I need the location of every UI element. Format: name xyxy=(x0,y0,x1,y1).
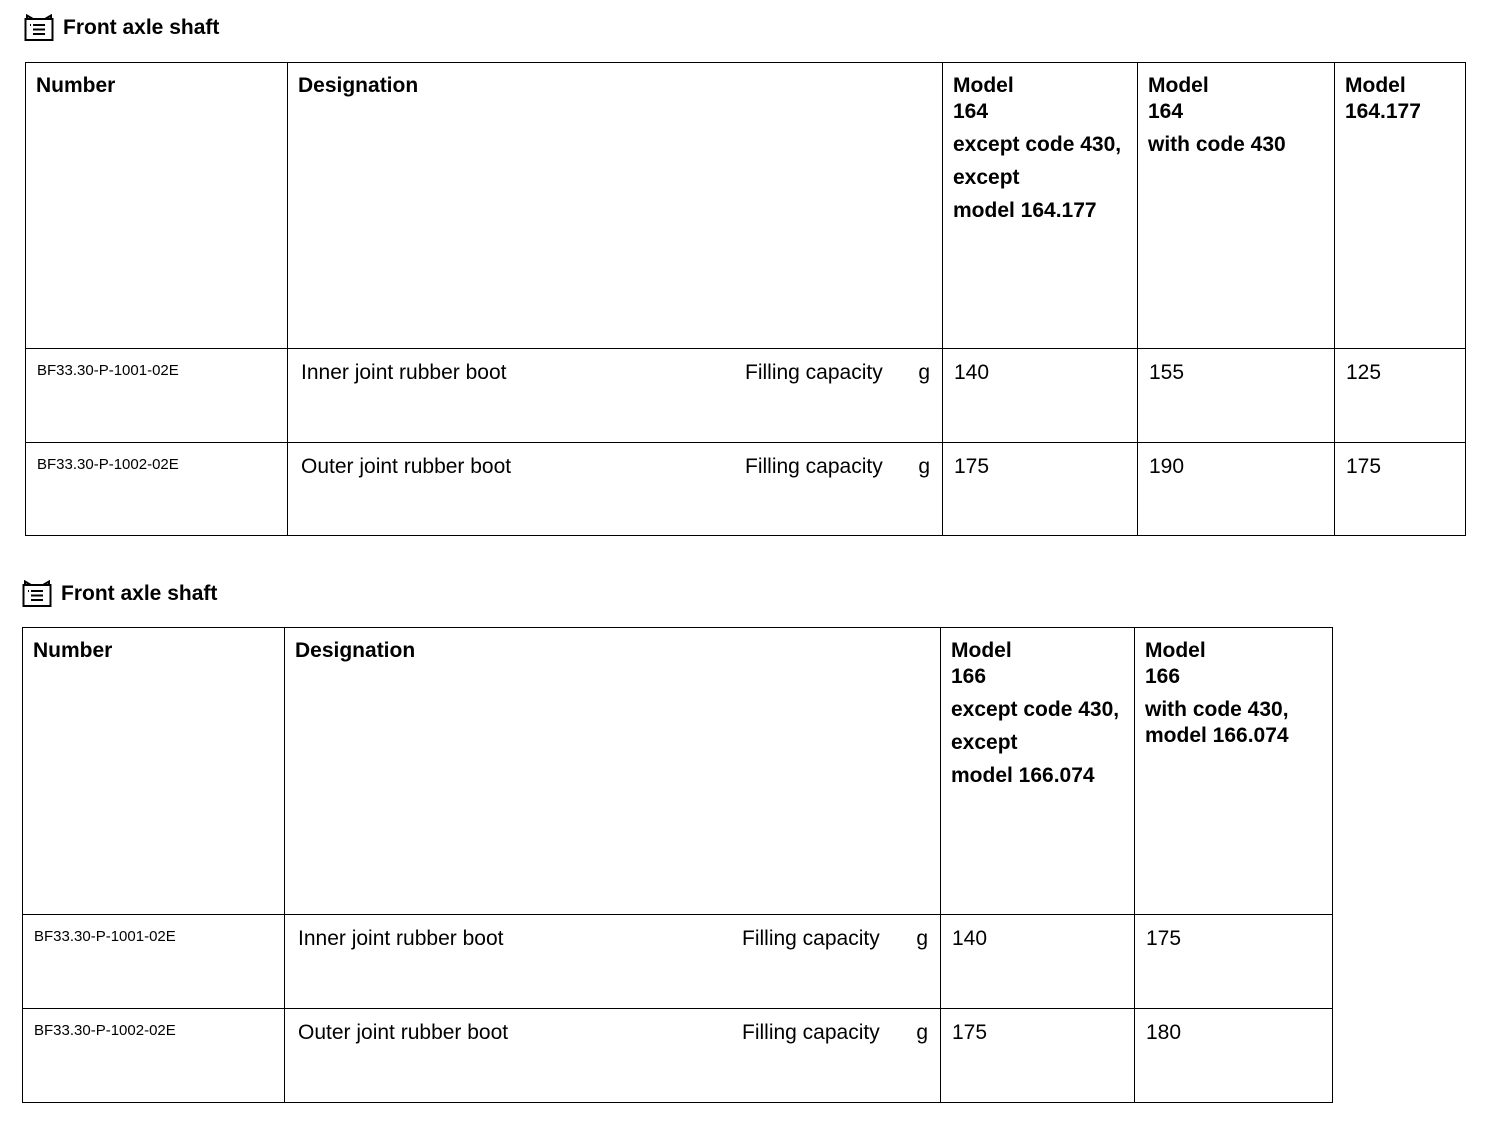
section-1-heading xyxy=(24,14,219,42)
section-2-heading xyxy=(22,580,217,608)
model-header: Model 166 except code 430, except model 166.074 xyxy=(951,639,1120,787)
designation-header: Designation xyxy=(298,74,419,97)
unit-label: g xyxy=(918,455,930,478)
model-header: Model 164 with code 430 xyxy=(1148,74,1286,156)
spec-table-2 xyxy=(22,627,1333,1103)
table-row xyxy=(23,1009,1333,1103)
table-row xyxy=(23,915,1333,1009)
header-row xyxy=(23,628,1333,915)
spec-table-1 xyxy=(25,62,1466,536)
part-number: BF33.30-P-1001-02E xyxy=(34,928,176,945)
capacity-label: Filling capacity xyxy=(745,361,883,384)
model-header: Model 166 with code 430, model 166.074 xyxy=(1145,639,1289,747)
book-icon xyxy=(24,14,54,42)
value-cell: 175 xyxy=(952,1021,988,1044)
capacity-label: Filling capacity xyxy=(745,455,883,478)
model-header: Model 164.177 xyxy=(1345,74,1421,123)
value-cell: 180 xyxy=(1146,1021,1182,1044)
designation-text: Inner joint rubber boot xyxy=(301,361,507,384)
table-row xyxy=(26,443,1466,536)
capacity-label: Filling capacity xyxy=(742,927,880,950)
unit-label: g xyxy=(918,361,930,384)
section-title: Front axle shaft xyxy=(61,582,218,605)
value-cell: 175 xyxy=(954,455,990,478)
unit-label: g xyxy=(916,927,928,950)
value-cell: 125 xyxy=(1346,361,1382,384)
number-header: Number xyxy=(33,639,113,662)
part-number: BF33.30-P-1002-02E xyxy=(37,456,179,473)
designation-text: Outer joint rubber boot xyxy=(298,1021,509,1044)
number-header: Number xyxy=(36,74,116,97)
value-cell: 140 xyxy=(952,927,988,950)
value-cell: 155 xyxy=(1149,361,1185,384)
designation-header: Designation xyxy=(295,639,416,662)
designation-text: Outer joint rubber boot xyxy=(301,455,512,478)
section-title: Front axle shaft xyxy=(63,16,220,39)
value-cell: 175 xyxy=(1146,927,1182,950)
header-row xyxy=(26,63,1466,349)
designation-text: Inner joint rubber boot xyxy=(298,927,504,950)
part-number: BF33.30-P-1001-02E xyxy=(37,362,179,379)
part-number: BF33.30-P-1002-02E xyxy=(34,1022,176,1039)
model-header: Model 164 except code 430, except model 164.177 xyxy=(953,74,1122,222)
value-cell: 140 xyxy=(954,361,990,384)
capacity-label: Filling capacity xyxy=(742,1021,880,1044)
unit-label: g xyxy=(916,1021,928,1044)
book-icon xyxy=(22,580,52,608)
table-row xyxy=(26,349,1466,443)
value-cell: 175 xyxy=(1346,455,1382,478)
value-cell: 190 xyxy=(1149,455,1185,478)
